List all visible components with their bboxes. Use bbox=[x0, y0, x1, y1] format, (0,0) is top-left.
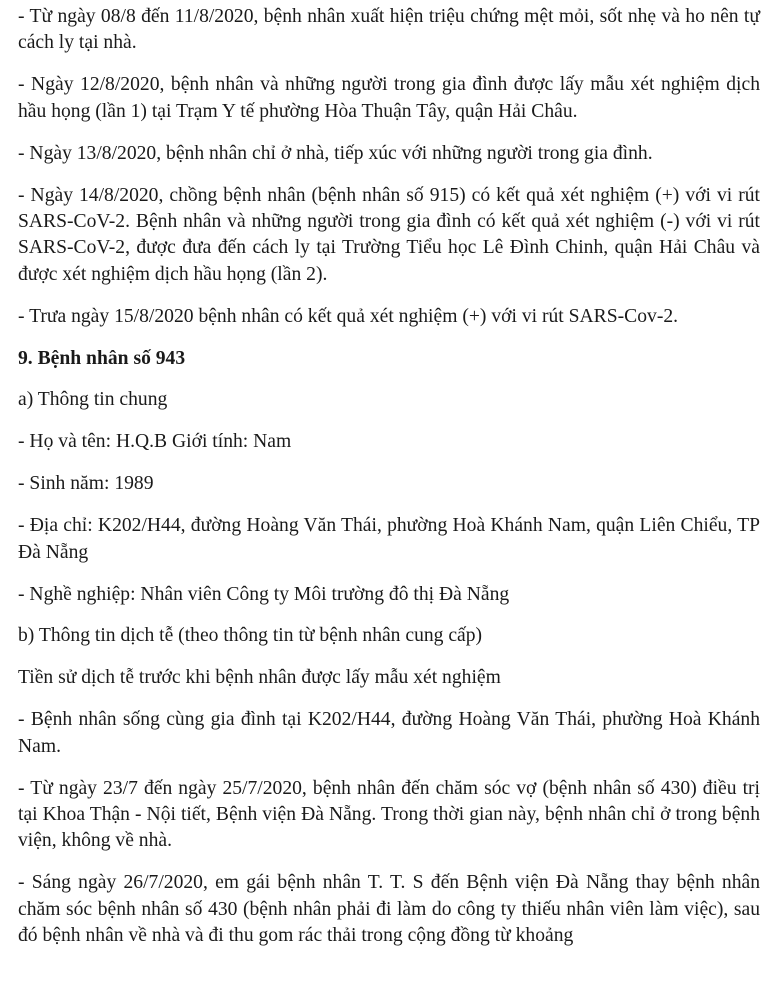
epidemiology-history-label: Tiền sử dịch tễ trước khi bệnh nhân được lấy mẫu xét nghiệm bbox=[18, 667, 501, 689]
field-birth-year: - Sinh năm: 1989 bbox=[18, 473, 154, 495]
paragraph-symptoms-0808: - Từ ngày 08/8 đến 11/8/2020, bệnh nhân xuất hiện triệu chứng mệt mỏi, sốt nhẹ và ho nên tự cách ly tại nhà. bbox=[18, 6, 760, 54]
section-heading-patient-943: 9. Bệnh nhân số 943 bbox=[18, 347, 186, 369]
paragraph-positive-1508: - Trưa ngày 15/8/2020 bệnh nhân có kết quả xét nghiệm (+) với vi rút SARS-Cov-2. bbox=[18, 305, 679, 327]
field-address: - Địa chỉ: K202/H44, đường Hoàng Văn Thái, phường Hoà Khánh Nam, quận Liên Chiểu, TP Đà Nẵng bbox=[18, 515, 760, 563]
paragraph-sister-replaces-2607: - Sáng ngày 26/7/2020, em gái bệnh nhân T. T. S đến Bệnh viện Đà Nẵng thay bệnh nhân chăm sóc bệnh nhân số 430 (bệnh nhân phải đi làm do công ty thiếu nhân viên làm việc), sau đó bệnh nhân về nhà và đi thu gom rác thải trong cộng đồng từ khoảng bbox=[18, 872, 760, 947]
subheading-general-info: a) Thông tin chung bbox=[18, 389, 168, 411]
field-occupation: - Nghề nghiệp: Nhân viên Công ty Môi trường đô thị Đà Nẵng bbox=[18, 583, 510, 605]
paragraph-caring-wife-2307: - Từ ngày 23/7 đến ngày 25/7/2020, bệnh nhân đến chăm sóc vợ (bệnh nhân số 430) điều trị tại Khoa Thận - Nội tiết, Bệnh viện Đà Nẵng. Trong thời gian này, bệnh nhân chỉ ở trong bệnh viện, không về nhà. bbox=[18, 777, 760, 852]
paragraph-sampling-1208: - Ngày 12/8/2020, bệnh nhân và những người trong gia đình được lấy mẫu xét nghiệm dịch hầu họng (lần 1) tại Trạm Y tế phường Hòa Thuận Tây, quận Hải Châu. bbox=[18, 74, 760, 122]
document-page bbox=[18, 4, 760, 965]
paragraph-home-1308: - Ngày 13/8/2020, bệnh nhân chỉ ở nhà, tiếp xúc với những người trong gia đình. bbox=[18, 142, 653, 164]
paragraph-husband-positive-1408: - Ngày 14/8/2020, chồng bệnh nhân (bệnh nhân số 915) có kết quả xét nghiệm (+) với vi rút SARS-CoV-2. Bệnh nhân và những người trong gia đình có kết quả xét nghiệm (-) với vi rút SARS-CoV-2, được đưa đến cách ly tại Trường Tiểu học Lê Đình Chinh, quận Hải Châu và được xét nghiệm dịch hầu họng (lần 2). bbox=[18, 184, 760, 285]
subheading-epidemiology-info: b) Thông tin dịch tễ (theo thông tin từ bệnh nhân cung cấp) bbox=[18, 625, 483, 647]
field-name-gender: - Họ và tên: H.Q.B Giới tính: Nam bbox=[18, 431, 292, 453]
paragraph-lives-with-family: - Bệnh nhân sống cùng gia đình tại K202/H44, đường Hoàng Văn Thái, phường Hoà Khánh Nam. bbox=[18, 709, 760, 757]
